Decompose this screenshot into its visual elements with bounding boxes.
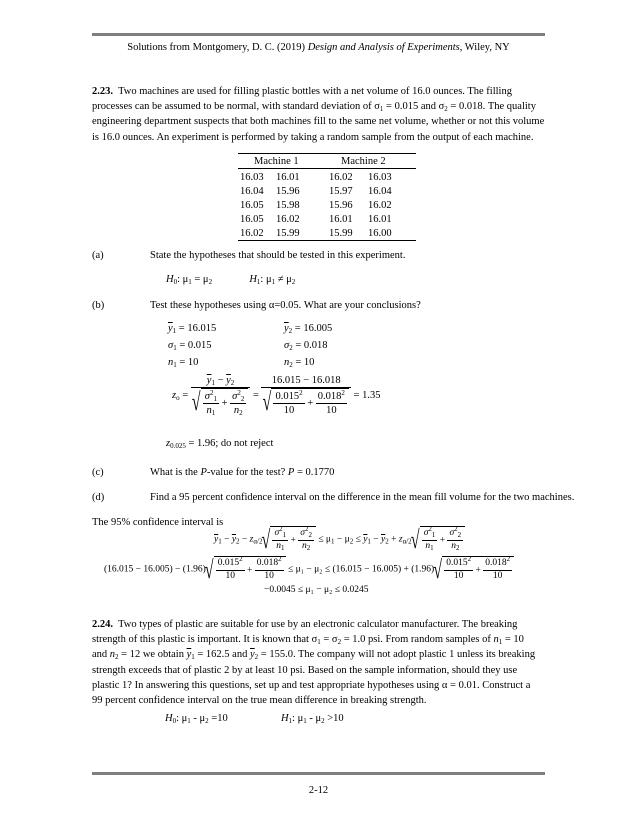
z-frac-symbolic: $\overline{y}_1 - \overline{y}_2$ √ $\frac{\sigma^2_1}{n_1}$ + $\frac{\sigma^2_2}{n_2}$ <box>191 374 251 417</box>
problem-number-2-24: 2.24. <box>92 619 113 630</box>
n2-value: = 10 <box>295 357 315 368</box>
sigma2-value: = 0.018 <box>295 340 328 351</box>
z-den1: 10 <box>273 403 304 417</box>
table-cell: 16.05 <box>240 214 264 225</box>
page-number: 2-12 <box>308 785 329 796</box>
p224-h1-val: >10 <box>324 713 344 724</box>
part-c-q1: What is the <box>150 467 201 478</box>
z-result: = 1.35 <box>353 390 381 402</box>
n2-line: $n_2 = 10$ <box>284 357 315 369</box>
table-cell: 16.01 <box>368 214 392 225</box>
table-header-machine-1: Machine 1 <box>254 156 299 167</box>
part-c-p2: P <box>287 467 295 478</box>
p224-line2c: = 1.0 psi. From random samples of <box>341 634 494 646</box>
n1-line: $n_1 = 10$ <box>168 357 199 369</box>
table-header-machine-2: Machine 2 <box>341 156 386 167</box>
table-cell: 15.98 <box>276 200 300 211</box>
ybar2-line: $\overline{y}_2 = 16.005$ <box>284 323 333 335</box>
p224-h0-val: =10 <box>208 713 228 724</box>
z-numerator: 16.015 − 16.018 <box>271 375 341 386</box>
table-cell: 16.02 <box>276 214 300 225</box>
part-d-label: (d) <box>92 492 105 503</box>
part-c-label: (c) <box>92 467 104 478</box>
part-c-answer: = 0.1770 <box>294 467 335 478</box>
p224-line2b: = σ <box>320 634 338 646</box>
table-cell: 16.04 <box>368 186 392 197</box>
ci-intro: The 95% confidence interval is <box>92 517 224 528</box>
footer-rule <box>92 772 545 775</box>
p224-line3a: and <box>92 649 110 661</box>
z-term2: 0.018 <box>317 391 342 403</box>
crit-z: z <box>166 438 171 449</box>
problem-2-24: 2.24. Two types of plastic are suitable for use by an electronic calculator manufacturer. The breaking strength of this plastic is important. It is known that $\sigma_1 = \sigma_2 = 1.0$ psi. From random samples of $n_1 = 10$ and $n_2 = 12$ we obtain $\overline{y}_1 = 162.5$ and $\overline{y}_2 = 155.0$. The company will not adopt plastic 1 unless its breaking strength exceeds that of plastic 2 by at least 10 psi. Based on the sample information, should they use plastic 1? In answering this questions, set up and test appropriate hypotheses using α = 0.01. Construct a 99 percent confidence interval on the true mean difference in breaking strength. <box>92 617 545 708</box>
p223-line2c: = 0.018. The quality <box>447 101 536 113</box>
p224-line2a: strength of this plastic is important. It is known that σ <box>92 634 318 646</box>
z-den2: 10 <box>316 403 347 417</box>
p224-line2d: = 10 <box>502 634 524 646</box>
problem-2-23: 2.23. Two machines are used for filling plastic bottles with a net volume of 16.0 ounces. The filling processes can be assumed to be normal, with standard deviation of $\sigma_1 = 0.015$ and $\sigma_2 = 0.018$. The quality engineering department suspects that both machines fill to the same net volume, whether or not this volume is 16.0 ounces. An experiment is performed by taking a random sample from the output of each machine. <box>92 84 545 145</box>
z-term1: 0.015 <box>275 391 300 403</box>
h0-eq: = μ <box>191 274 209 285</box>
crit-conclusion: = 1.96; do not reject <box>185 438 274 449</box>
p223-line3: engineering department suspects that both machines fill to the same net volume, whether or not this volume <box>92 116 545 128</box>
p223-line4: is 16.0 ounces. An experiment is performed by taking a random sample from the output of each machine. <box>92 131 534 143</box>
p224-line3d: = 155.0. The company will not adopt plastic 1 unless its breaking <box>258 649 536 661</box>
table-cell: 16.03 <box>368 172 392 183</box>
table-cell: 16.02 <box>368 200 392 211</box>
p224-line4: strength exceeds that of plastic 2 by at least 10 psi. Based on the sample information, should they use <box>92 664 518 676</box>
z-statistic: $z_o$ = $\overline{y}_1 - \overline{y}_2$ √ $\frac{\sigma^2_1}{n_1}$ + $\frac{\sigma^2_2}{n_2}$ = 16.015 − 16.018 √ $\frac{0.015^2}{10}$ + $\frac{0.018^2}{10}$ = 1.35 <box>172 374 380 417</box>
part-d-text: Find a 95 percent confidence interval on the difference in the mean fill volume for the two machines. <box>150 492 575 503</box>
part-b-label: (b) <box>92 300 105 311</box>
h1-symbol: H <box>249 274 257 285</box>
z-frac-numeric: 16.015 − 16.018 √ $\frac{0.015^2}{10}$ + $\frac{0.018^2}{10}$ <box>261 374 350 417</box>
problem-number: 2.23. <box>92 86 113 97</box>
h1-neq: ≠ μ <box>275 274 292 285</box>
sigma1-value: = 0.015 <box>179 340 212 351</box>
table-cell: 15.96 <box>276 186 300 197</box>
hypotheses-a: $H_0$: $\mu_1 = \mu_2$ $H_1$: $\mu_1 \ne \mu_2$ <box>166 274 296 286</box>
table-cell: 15.96 <box>329 200 353 211</box>
p223-line1: Two machines are used for filling plastic bottles with a net volume of 16.0 ounces. The filling <box>118 86 512 97</box>
p224-line3b: = 12 we obtain <box>118 649 187 661</box>
table-cell: 15.97 <box>329 186 353 197</box>
p223-line2b: = 0.015 and σ <box>383 101 445 113</box>
part-b-text: Test these hypotheses using α=0.05. What are your conclusions? <box>150 300 421 311</box>
crit-sub: 0.025 <box>170 442 186 450</box>
ci-left: (16.015 − 16.005) − (1.96) <box>104 564 206 575</box>
page-header <box>92 40 545 55</box>
h0-symbol: H <box>166 274 174 285</box>
sigma2-line: $\sigma_2 = 0.018$ <box>284 340 328 352</box>
p224-line5: plastic 1? In answering this questions, set up and test appropriate hypotheses using α = 0.01. Construct a <box>92 679 531 691</box>
table-cell: 16.04 <box>240 186 264 197</box>
part-a-text: State the hypotheses that should be tested in this experiment. <box>150 250 406 261</box>
table-cell: 16.02 <box>240 228 264 239</box>
table-cell: 15.99 <box>276 228 300 239</box>
ci-numeric: (16.015 − 16.005) − (1.96) √ $\frac{0.015^2}{10}$ + $\frac{0.018^2}{10}$ ≤ μ₁ − μ₂ ≤ (16.015 − 16.005) + (1.96) √ $\frac{0.015^2}{10}$ + $\frac{0.018^2}{10}$ <box>104 556 514 583</box>
sigma1-line: $\sigma_1 = 0.015$ <box>168 340 212 352</box>
header-prefix: Solutions from Montgomery, D. C. (2019) <box>127 42 308 53</box>
p224-line1: Two types of plastic are suitable for use by an electronic calculator manufacturer. The breaking <box>118 619 518 630</box>
ybar1-value: = 16.015 <box>178 323 217 334</box>
part-c-p: P <box>200 467 207 478</box>
p224-h1-tail: - μ <box>306 713 322 724</box>
p224-h0-tail: - μ <box>190 713 206 724</box>
p224-line6: 99 percent confidence interval on the true mean difference in breaking strength. <box>92 695 427 707</box>
p224-h0: : μ <box>176 713 188 724</box>
table-cell: 16.00 <box>368 228 392 239</box>
ci-mid: ≤ μ₁ − μ₂ ≤ (16.015 − 16.005) + (1.96) <box>287 564 435 575</box>
ci-formula: $\overline{y}_1 - \overline{y}_2 - z_{\alpha/2}$ √ $\frac{\sigma^2_1}{n_1}$ + $\frac{\sigma^2_2}{n_2}$ ≤ $\mu_1 - \mu_2 \le \overline{y}_1 - \overline{y}_2 + z_{\alpha/2}$ √ $\frac{\sigma^2_1}{n_1}$ + $\frac{\sigma^2_2}{n_2}$ <box>214 526 465 553</box>
ci-final: −0.0045 ≤ μ₁ − μ₂ ≤ 0.0245 <box>264 585 369 595</box>
part-c-text <box>150 465 334 480</box>
table-bottom-rule <box>238 240 416 241</box>
header-rule <box>92 33 545 36</box>
p224-h1: : μ <box>292 713 304 724</box>
critical-value-line <box>166 436 273 451</box>
table-cell: 16.01 <box>329 214 353 225</box>
table-cell: 16.02 <box>329 172 353 183</box>
n1-value: = 10 <box>179 357 199 368</box>
ybar1-line: $\overline{y}_1 = 16.015$ <box>168 323 217 335</box>
h1-rhs: : μ <box>260 274 272 285</box>
ybar2-value: = 16.005 <box>294 323 333 334</box>
hypotheses-2-24: $H_0$: $\mu_1 - \mu_2 =10$ $H_1$: $\mu_1 - \mu_2 >10$ <box>165 713 344 725</box>
header-title: Design and Analysis of Experiments <box>307 42 460 53</box>
table-header-rule <box>238 168 416 169</box>
table-cell: 16.01 <box>276 172 300 183</box>
p223-line2a: processes can be assumed to be normal, with standard deviation of σ <box>92 101 380 113</box>
table-cell: 16.05 <box>240 200 264 211</box>
header-suffix: , Wiley, NY <box>459 42 510 53</box>
part-c-q2: -value for the test? <box>206 467 288 478</box>
p224-line3c: = 162.5 and <box>194 649 250 661</box>
h0-rhs: : μ <box>177 274 189 285</box>
part-a-label: (a) <box>92 250 104 261</box>
table-cell: 16.03 <box>240 172 264 183</box>
table-cell: 15.99 <box>329 228 353 239</box>
